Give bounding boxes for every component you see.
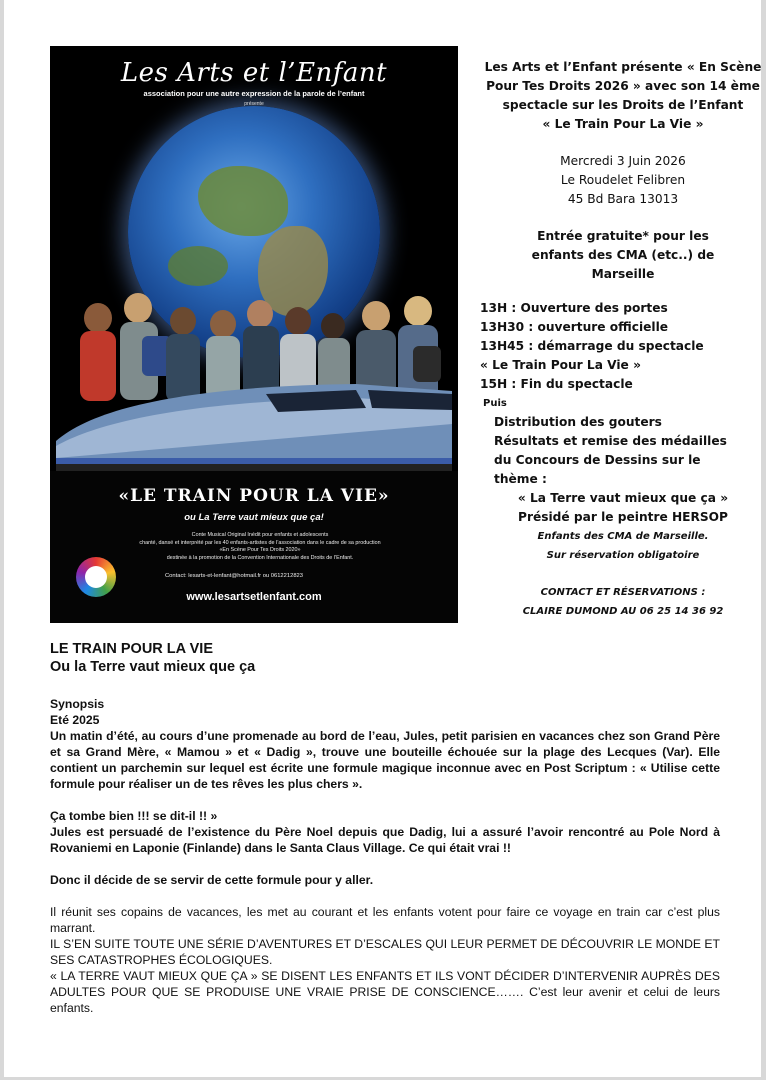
schedule-item: « Le Train Pour La Vie » <box>480 358 641 372</box>
poster-association: association pour une autre expression de la parole de l’enfant <box>143 89 365 98</box>
event-address: 45 Bd Bara 13013 <box>567 192 679 206</box>
event-intro: Les Arts et l’Enfant présente « En Scène Pour Tes Droits 2026 » avec son 14 ème spectacle sur les Droits de l’Enfant <box>484 60 762 112</box>
synopsis-paragraph-5: IL S’EN SUITE TOUTE UNE SÉRIE D’AVENTURES ET D’ESCALES QUI LEUR PERMET DE DÉCOUVRIR LE MONDE ET SES CATASTROPHES ÉCOLOGIQUES. <box>50 937 720 967</box>
section-subtitle: Ou la Terre vaut mieux que ça <box>50 659 256 675</box>
synopsis-paragraph-1: Un matin d’été, au cours d’une promenade au bord de l’eau, Jules, petit parisien en vacances chez son Grand Père et sa Grand Mère, « Mamou » et « Dadig », trouve une bouteille échouée sur la plage des Lecques (Var). Elle contient un parchemin sur lequel est écrite une formule magique inconnue avec en Post Scriptum : « Utilise cette formule pour réaliser un de tes rêves les plus chers ». <box>50 729 720 791</box>
event-show-title: « Le Train Pour La Vie » <box>542 117 704 131</box>
synopsis-season: Eté 2025 <box>50 713 100 727</box>
poster-subtitle: ou La Terre vaut mieux que ça! <box>184 512 324 523</box>
schedule-item: 13H30 : ouverture officielle <box>480 320 669 334</box>
poster-website: www.lesartsetlenfant.com <box>186 591 322 603</box>
poster-description: Conte Musical Original Inédit pour enfants et adolescents chanté, dansé et interprété par les 40 enfants-artistes de l’association dans le cadre de sa production «En Scène Pour Tes Droits 2020» destinée à la promotion de la Convention Internationale des Droits de l’Enfant. <box>139 532 381 561</box>
event-audience: Enfants des CMA de Marseille. <box>537 531 709 542</box>
event-info-column <box>480 58 766 621</box>
schedule-item: 13H45 : démarrage du spectacle <box>480 339 704 353</box>
document-page <box>4 0 761 1077</box>
poster-contact: Contact: lesarts-et-lenfant@hotmail.fr ou 0612212823 <box>165 573 304 579</box>
event-date: Mercredi 3 Juin 2026 <box>560 154 686 168</box>
synopsis-paragraph-2b: Jules est persuadé de l’existence du Père Noel depuis que Dadig, lui a assuré l’avoir rencontré au Pole Nord à Rovaniemi en Laponie (Finlande) dans le Santa Claus Village. Ce qui était vrai !! <box>50 825 720 855</box>
after-item: Distribution des gouters <box>494 415 662 429</box>
after-item: Résultats et remise des médailles <box>494 434 727 448</box>
synopsis-paragraph-6: « LA TERRE VAUT MIEUX QUE ÇA » SE DISENT LES ENFANTS ET ILS VONT DÉCIDER D’INTERVENIR AUPRÈS DES ADULTES POUR QUE SE PRODUISE UNE VRAIE PRISE DE CONSCIENCE……. C’est leur avenir et celui de leurs enfants. <box>50 969 720 1015</box>
event-venue: Le Roudelet Felibren <box>560 173 686 187</box>
schedule-item: 13H : Ouverture des portes <box>480 301 668 315</box>
poster-presente: présente <box>244 101 264 107</box>
synopsis-paragraph-4: Il réunit ses copains de vacances, les met au courant et les enfants votent pour faire ce voyage en train car c’est plus marrant. <box>50 905 720 935</box>
section-title: LE TRAIN POUR LA VIE <box>50 641 213 657</box>
event-reservation: Sur réservation obligatoire <box>546 550 700 561</box>
schedule-item: 15H : Fin du spectacle <box>480 377 633 391</box>
synopsis-paragraph-2a: Ça tombe bien !!! se dit-il !! » <box>50 809 218 823</box>
synopsis-paragraph-3: Donc il décide de se servir de cette formule pour y aller. <box>50 873 374 887</box>
contact-title: CONTACT ET RÉSERVATIONS : <box>540 587 706 598</box>
poster-show-title: «LE TRAIN POUR LA VIE» <box>118 486 390 506</box>
event-poster <box>50 46 458 623</box>
after-item: thème : <box>494 472 547 486</box>
poster-brand: Les Arts et l’Enfant <box>120 58 388 88</box>
high-speed-train-image <box>56 346 452 476</box>
contact-line: CLAIRE DUMOND AU 06 25 14 36 92 <box>522 606 724 617</box>
synopsis-label: Synopsis <box>50 697 105 711</box>
synopsis-section <box>50 640 720 1016</box>
event-theme: « La Terre vaut mieux que ça » <box>517 491 729 505</box>
after-item: du Concours de Dessins sur le <box>494 453 701 467</box>
event-entry: Entrée gratuite* pour les enfants des CMA (etc..) de Marseille <box>531 229 715 281</box>
event-painter: Présidé par le peintre HERSOP <box>518 510 728 524</box>
schedule-puis: Puis <box>483 398 507 409</box>
